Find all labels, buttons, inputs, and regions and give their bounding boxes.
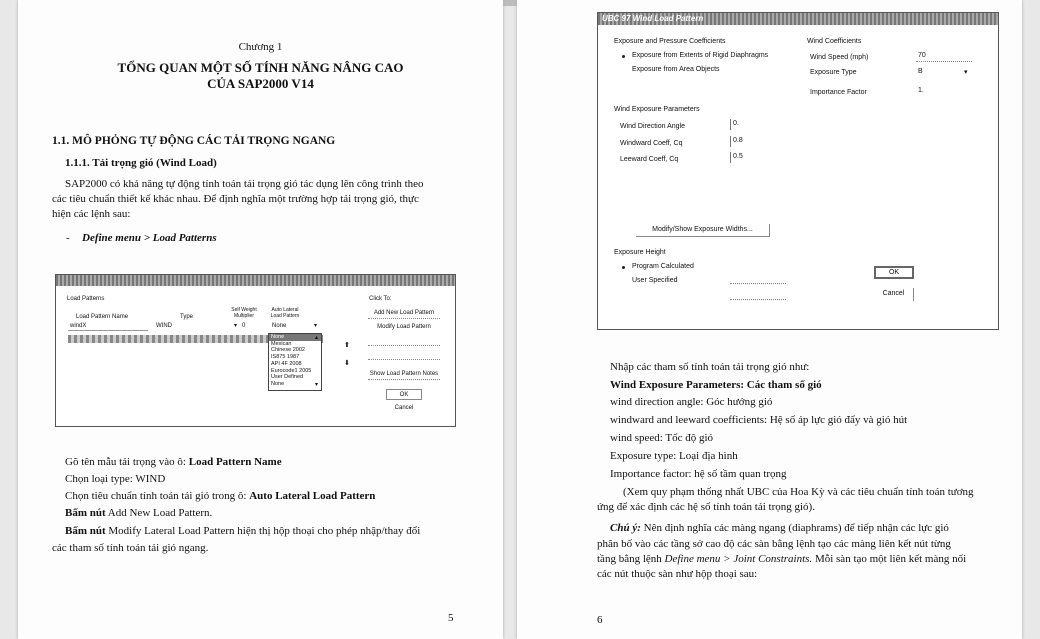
scroll-up-icon[interactable]: ▴ [315,335,319,341]
modify-load-pattern-button[interactable]: Modify Load Pattern [368,322,440,333]
disabled-field [730,299,786,300]
modify-exposure-widths-button[interactable]: Modify/Show Exposure Widths... [636,224,770,237]
paragraph-line: windward and leeward coefficients: Hệ số áp lực gió đẩy và gió hút [610,414,908,426]
paragraph-line: Chọn tiêu chuẩn tính toán tải gió trong ô: Auto Lateral Load Pattern [65,490,376,502]
paragraph-line: wind direction angle: Góc hướng gió [610,396,773,408]
divider [368,345,440,346]
paragraph-line: Exposure type: Loại địa hình [610,450,738,462]
scroll-down-icon[interactable]: ▾ [315,382,319,388]
dropdown-option[interactable]: None [271,380,285,387]
field-label: Windward Coeff, Cq [620,140,683,147]
show-notes-button[interactable]: Show Load Pattern Notes [368,369,440,380]
cancel-button[interactable]: Cancel [386,403,422,414]
radio-label[interactable]: User Specified [632,277,678,284]
auto-lateral-select[interactable]: None [270,322,320,331]
col-header-type: Type [180,314,194,320]
page-number: 6 [597,614,603,626]
field-label: Importance Factor [810,89,867,96]
dropdown-option[interactable]: IS875 1987 [271,354,300,361]
group-label-wep: Wind Exposure Parameters [614,106,700,113]
bullet-dash: - [66,232,70,244]
subsection-heading: 1.1.1. Tải trọng gió (Wind Load) [65,157,217,169]
paragraph-line: các nút thuộc sàn như hộp thoại sau: [597,568,758,580]
menu-path: Define menu > Load Patterns [82,232,217,244]
chapter-title-line1: TỔNG QUAN MỘT SỐ TÍNH NĂNG NÂNG CAO [117,60,404,75]
chevron-down-icon[interactable]: ▾ [234,323,238,329]
chapter-label: Chương 1 [238,41,283,53]
page-number: 5 [448,612,454,624]
paragraph-line: SAP2000 có khả năng tự động tính toán tải trọng gió tác dụng lên công trình theo [65,178,424,190]
move-up-icon[interactable]: ⬆ [344,342,350,349]
field-label: Leeward Coeff, Cq [620,156,679,163]
paragraph-line: phân bố vào các tầng sở cao độ các sàn bằng lệnh tạo các màng liên kết nút từng [597,538,951,550]
field-label: Wind Direction Angle [620,123,685,130]
section-heading: 1.1. MÔ PHỎNG TỰ ĐỘNG CÁC TẢI TRỌNG NGANG [52,135,336,147]
dropdown-option[interactable]: Chinese 2002 [271,347,305,354]
col-header-multiplier: Self Weight Multiplier [231,307,257,319]
load-patterns-label: Load Patterns [67,296,105,302]
field-label: Wind Speed (mph) [810,54,869,61]
direction-angle-input[interactable]: 0. [730,119,784,130]
leeward-input[interactable]: 0.5 [730,152,784,163]
paragraph-line: Bấm nút Add New Load Pattern. [65,507,213,519]
dialog-title-bar: UBC 97 Wind Load Pattern [598,13,998,25]
dropdown-option[interactable]: API 4F 2008 [271,360,302,367]
chapter-title-line2: CỦA SAP2000 V14 [207,76,314,91]
radio-selected-icon[interactable] [622,266,625,269]
group-label-exposure: Exposure and Pressure Coefficients [614,38,726,45]
cancel-button[interactable]: Cancel [874,288,914,301]
add-new-load-pattern-button[interactable]: Add New Load Pattern [368,308,440,319]
windward-input[interactable]: 0.8 [730,136,784,147]
importance-input[interactable]: 1. [916,86,972,97]
col-header-auto-lateral: Auto Lateral Load Pattern [270,307,300,319]
paragraph-line: Importance factor: hệ số tầm quan trọng [610,468,787,480]
exposure-type-select[interactable]: B [916,67,972,78]
paragraph-line: Chú ý: Nên định nghĩa các màng ngang (diaphrams) để tiếp nhận các lực gió [610,522,949,534]
paragraph-line: Gõ tên mẫu tải trọng vào ô: Load Pattern Name [65,456,282,468]
load-patterns-dialog [55,274,456,427]
type-select[interactable]: WIND [154,322,238,331]
paragraph-line: Nhập các tham số tính toán tải trọng gió như: [610,361,810,373]
right-page [517,0,1022,639]
paragraph-line: wind speed: Tốc độ gió [610,432,714,444]
dialog-title-bar [56,275,455,286]
radio-label[interactable]: Exposure from Extents of Rigid Diaphragms [632,52,769,59]
radio-label[interactable]: Program Calculated [632,263,694,270]
load-pattern-name-input[interactable]: windX [68,322,148,331]
wind-speed-input[interactable]: 70 [916,51,972,62]
paragraph-line: hiện các lệnh sau: [52,208,131,220]
group-label-wind: Wind Coefficients [807,38,862,45]
group-label-height: Exposure Height [614,249,666,256]
ok-button[interactable]: OK [874,266,914,279]
click-to-label: Click To: [369,296,392,302]
paragraph-line: (Xem quy phạm thống nhất UBC của Hoa Kỳ và các tiêu chuẩn tính toán tương [623,486,974,498]
dropdown-option[interactable]: None [269,334,321,341]
paragraph-line: Chọn loại type: WIND [65,473,166,485]
chevron-down-icon[interactable]: ▾ [314,323,318,329]
paragraph-heading: Wind Exposure Parameters: Các tham số gió [610,379,822,391]
paragraph-line: Bấm nút Modify Lateral Load Pattern hiện thị hộp thoại cho phép nhập/thay đổi [65,525,421,537]
paragraph-line: các tham số tính toán tải gió ngang. [52,542,209,554]
radio-selected-icon[interactable] [622,55,625,58]
dropdown-option[interactable]: Eurocode1 2005 [271,367,312,374]
paragraph-line: ứng để xác định các hệ số tính toán tải trọng gió). [597,501,815,513]
col-header-name: Load Pattern Name [76,314,129,320]
paragraph-line: các tiêu chuẩn thiết kế khác nhau. Để định nghĩa một trường hợp tải trọng gió, thực [52,193,419,205]
disabled-field [730,283,786,284]
auto-lateral-dropdown-list[interactable] [268,333,322,391]
dropdown-option[interactable]: Mexican [271,340,292,347]
ok-button[interactable]: OK [386,389,422,400]
dropdown-option[interactable]: User Defined [271,374,304,381]
left-page [18,0,503,639]
move-down-icon[interactable]: ⬇ [344,360,350,367]
field-label: Exposure Type [810,69,857,76]
chevron-down-icon[interactable]: ▾ [964,69,968,76]
radio-label[interactable]: Exposure from Area Objects [632,66,720,73]
paragraph-line: tầng bằng lệnh Define menu > Joint Constraints. Mỗi sàn tạo một liên kết màng nối [597,553,967,565]
ubc97-wind-dialog [597,12,999,330]
divider [368,359,440,360]
multiplier-input[interactable]: 0 [240,322,270,331]
